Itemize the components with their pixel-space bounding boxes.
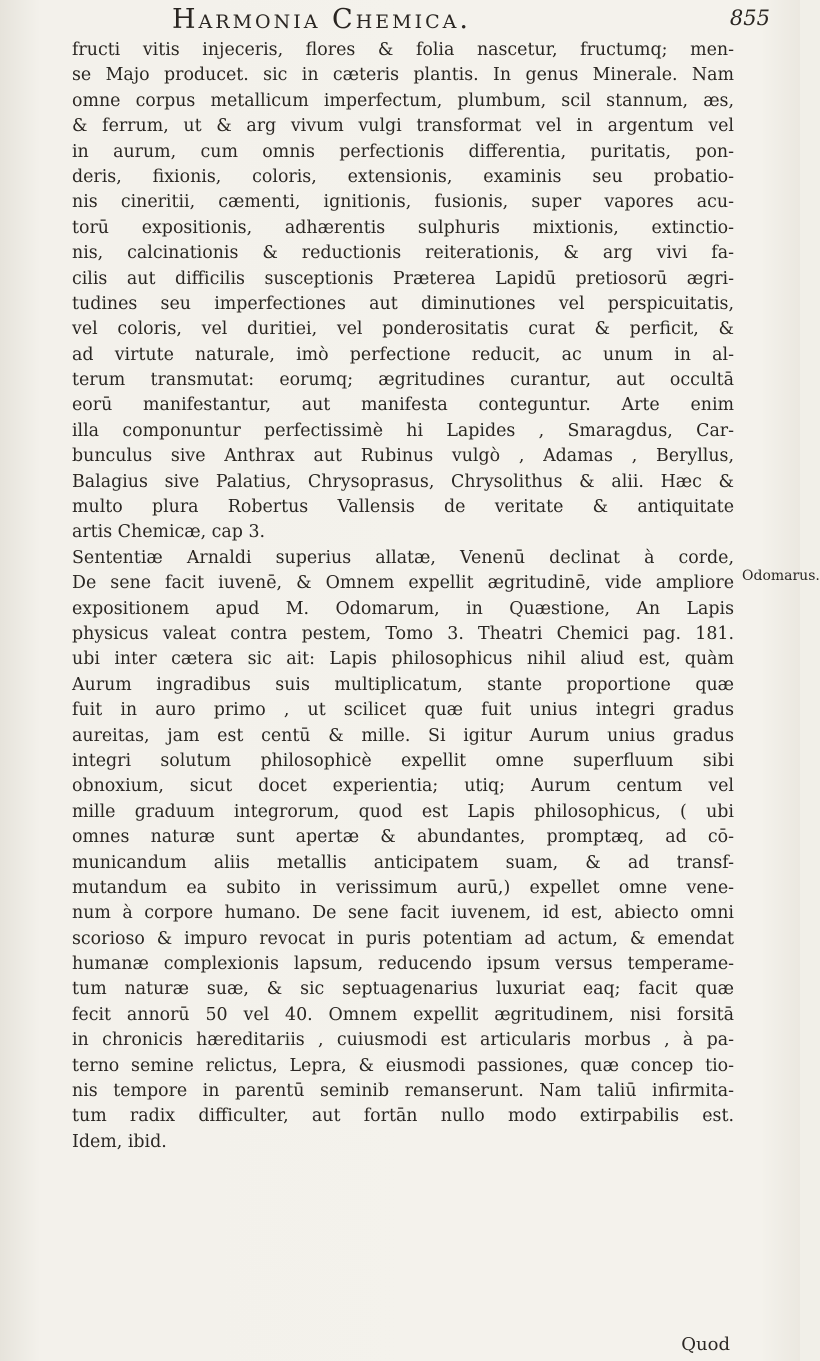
text-line: in aurum, cum omnis perfectionis differentia, puritatis, pon- xyxy=(72,141,734,162)
text-line: physicus valeat contra pestem, Tomo 3. Theatri Chemici pag. 181. xyxy=(72,623,734,644)
text-line: artis Chemicæ, cap 3. xyxy=(72,522,266,543)
text-line: terum transmutat: eorumq; ægritudines curantur, aut occultā xyxy=(72,370,734,391)
text-line: in chronicis hæreditariis , cuiusmodi est articularis morbus , à pa- xyxy=(72,1030,734,1051)
text-line: illa componuntur perfectissimè hi Lapides , Smaragdus, Car- xyxy=(72,420,734,441)
text-line: ad virtute naturale, imò perfectione reducit, ac unum in al- xyxy=(72,344,734,365)
text-line: terno semine relictus, Lepra, & eiusmodi passiones, quæ concep tio- xyxy=(72,1055,734,1076)
text-line: scorioso & impuro revocat in puris potentiam ad actum, & emendat xyxy=(72,928,734,949)
text-line: mutandum ea subito in verissimum aurū,) expellet omne vene- xyxy=(72,877,734,898)
page-header xyxy=(60,4,770,34)
text-line: Balagius sive Palatius, Chrysoprasus, Chrysolithus & alii. Hæc & xyxy=(72,471,734,492)
text-line: omne corpus metallicum imperfectum, plumbum, scil stannum, æs, xyxy=(72,90,734,111)
text-line: & ferrum, ut & arg vivum vulgi transformat vel in argentum vel xyxy=(72,116,734,137)
text-line: deris, fixionis, coloris, extensionis, examinis seu probatio- xyxy=(72,166,734,187)
text-line: omnes naturæ sunt apertæ & abundantes, promptæq, ad cō- xyxy=(72,827,734,848)
text-line: ubi inter cætera sic ait: Lapis philosophicus nihil aliud est, quàm xyxy=(72,649,734,670)
text-line: fuit in auro primo , ut scilicet quæ fuit unius integri gradus xyxy=(72,700,734,721)
text-line: Idem, ibid. xyxy=(72,1131,167,1152)
catchword: Quod xyxy=(681,1334,730,1355)
text-line: se Majo producet. sic in cæteris plantis. In genus Minerale. Nam xyxy=(72,65,734,86)
text-line: cilis aut difficilis susceptionis Præterea Lapidū pretiosorū ægri- xyxy=(72,268,734,289)
text-line: nis cineritii, cæmenti, ignitionis, fusionis, super vapores acu- xyxy=(72,192,734,213)
running-head: Harmonia Chemica. xyxy=(172,4,471,35)
text-line: nis tempore in parentū seminib remanserunt. Nam taliū infirmita- xyxy=(72,1081,734,1102)
text-line: aureitas, jam est centū & mille. Si igitur Aurum unius gradus xyxy=(72,725,734,746)
text-line: bunculus sive Anthrax aut Rubinus vulgò , Adamas , Beryllus, xyxy=(72,446,734,467)
text-line: fecit annorū 50 vel 40. Omnem expellit ægritudinem, nisi forsitā xyxy=(72,1004,734,1025)
text-line: tum radix difficulter, aut fortān nullo modo extirpabilis est. xyxy=(72,1106,734,1127)
text-line: humanæ complexionis lapsum, reducendo ipsum versus temperame- xyxy=(72,954,734,975)
text-line: tudines seu imperfectiones aut diminutiones vel perspicuitatis, xyxy=(72,293,734,314)
text-line: torū expositionis, adhærentis sulphuris mixtionis, extinctio- xyxy=(72,217,734,238)
text-line: mille graduum integrorum, quod est Lapis philosophicus, ( ubi xyxy=(72,801,734,822)
page-number: 855 xyxy=(729,6,770,30)
text-line: num à corpore humano. De sene facit iuvenem, id est, abiecto omni xyxy=(72,903,734,924)
body-text xyxy=(72,38,734,1155)
text-line: vel coloris, vel duritiei, vel ponderositatis curat & perficit, & xyxy=(72,319,734,340)
text-line: multo plura Robertus Vallensis de veritate & antiquitate xyxy=(72,497,734,518)
margin-note: Odomarus. xyxy=(742,568,820,584)
text-line: obnoxium, sicut docet experientia; utiq; Aurum centum vel xyxy=(72,776,734,797)
text-line: municandum aliis metallis anticipatem suam, & ad transf- xyxy=(72,852,734,873)
text-line: integri solutum philosophicè expellit omne superfluum sibi xyxy=(72,750,734,771)
text-line: nis, calcinationis & reductionis reiterationis, & arg vivi fa- xyxy=(72,243,734,264)
text-line: expositionem apud M. Odomarum, in Quæstione, An Lapis xyxy=(72,598,734,619)
text-line: fructi vitis injeceris, flores & folia nascetur, fructumq; men- xyxy=(72,40,734,60)
text-line: Sententiæ Arnaldi superius allatæ, Venenū declinat à corde, xyxy=(72,547,734,568)
text-line: Aurum ingradibus suis multiplicatum, stante proportione quæ xyxy=(72,674,734,695)
text-line: De sene facit iuvenē, & Omnem expellit ægritudinē, vide ampliore xyxy=(72,573,734,594)
text-line: tum naturæ suæ, & sic septuagenarius luxuriat eaq; facit quæ xyxy=(72,979,734,1000)
text-line: eorū manifestantur, aut manifesta conteguntur. Arte enim xyxy=(72,395,734,416)
